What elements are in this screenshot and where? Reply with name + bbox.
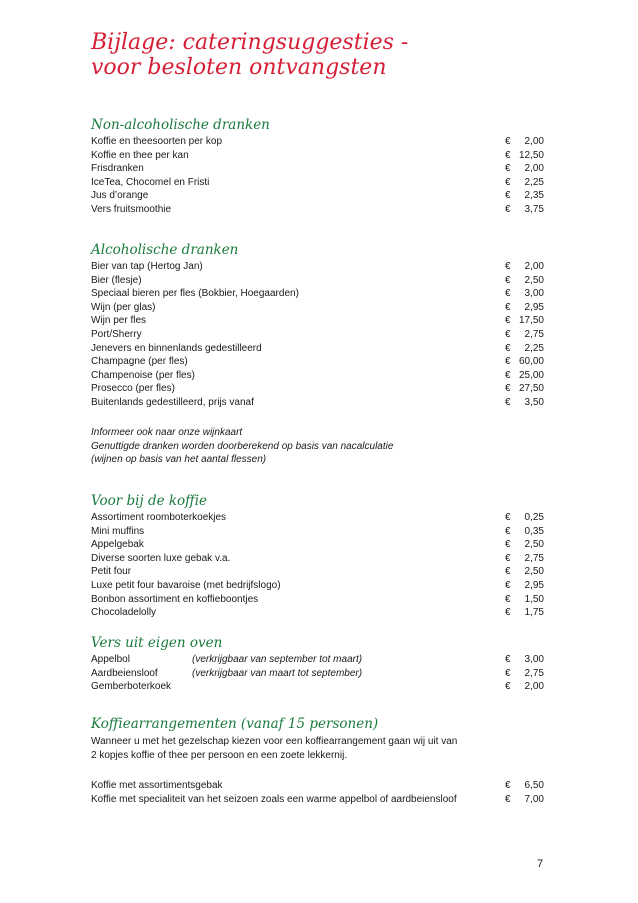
currency-symbol: € — [505, 525, 511, 537]
item-name: Champenoise (per fles) — [91, 369, 195, 381]
item-name: Diverse soorten luxe gebak v.a. — [91, 552, 231, 564]
price-row — [91, 538, 551, 552]
item-name: Bonbon assortiment en koffieboontjes — [91, 593, 259, 605]
currency-symbol: € — [505, 539, 511, 551]
item-name: Buitenlands gedestilleerd, prijs vanaf — [91, 396, 254, 408]
price-row — [91, 189, 551, 203]
item-name: Aardbeiensloof — [91, 667, 158, 679]
note-line: (wijnen op basis van het aantal flessen) — [91, 454, 267, 466]
currency-symbol: € — [505, 203, 511, 215]
item-name: Appelbol — [91, 654, 130, 665]
section-heading-non-alcoholic: Non-alcoholische dranken — [91, 117, 270, 133]
currency-symbol: € — [505, 315, 511, 327]
currency-symbol: € — [505, 163, 511, 175]
item-price: 3,75 — [524, 203, 544, 215]
item-name: Koffie met assortimentsgebak — [91, 780, 223, 791]
price-row — [91, 680, 551, 694]
item-name: Port/Sherry — [91, 328, 142, 340]
item-name: Wijn per fles — [91, 315, 147, 327]
currency-symbol: € — [505, 607, 511, 619]
title-line-1: Bijlage: cateringsuggesties - — [91, 30, 409, 55]
section-heading-oven: Vers uit eigen oven — [91, 635, 223, 651]
price-row — [91, 287, 551, 301]
arrangements-intro — [91, 735, 551, 762]
price-row — [91, 162, 551, 176]
price-row — [91, 511, 551, 525]
currency-symbol: € — [505, 681, 511, 693]
item-price: 3,00 — [524, 654, 544, 665]
price-row — [91, 274, 551, 288]
item-name: IceTea, Chocomel en Fristi — [91, 176, 210, 188]
currency-symbol: € — [505, 356, 511, 368]
item-name: Luxe petit four bavaroise (met bedrijfslogo) — [91, 579, 281, 591]
currency-symbol: € — [505, 579, 511, 591]
currency-symbol: € — [505, 261, 511, 272]
item-name: Champagne (per fles) — [91, 356, 188, 368]
currency-symbol: € — [505, 176, 511, 188]
item-name: Jenevers en binnenlands gedestilleerd — [91, 342, 262, 354]
price-row — [91, 667, 551, 681]
item-price: 25,00 — [518, 369, 544, 381]
title-line-2: voor besloten ontvangsten — [91, 55, 387, 80]
price-row — [91, 606, 551, 620]
price-row — [91, 579, 551, 593]
currency-symbol: € — [505, 369, 511, 381]
price-row — [91, 382, 551, 396]
currency-symbol: € — [505, 301, 511, 313]
item-name: Gemberboterkoek — [91, 681, 172, 693]
page-title — [91, 30, 561, 80]
price-row — [91, 149, 551, 163]
item-price: 3,00 — [524, 288, 544, 300]
item-price: 17,50 — [518, 315, 544, 327]
price-row — [91, 135, 551, 149]
item-price: 2,00 — [524, 163, 544, 175]
item-availability-note: (verkrijgbaar van september tot maart) — [192, 654, 363, 665]
item-name: Koffie met specialiteit van het seizoen zoals een warme appelbol of aardbeiensloof — [91, 793, 457, 805]
item-name: Assortiment roomboterkoekjes — [91, 512, 227, 523]
item-price: 1,75 — [524, 607, 544, 619]
price-list-alcoholic — [91, 260, 551, 410]
item-price: 2,95 — [524, 301, 544, 313]
item-name: Mini muffins — [91, 525, 145, 537]
item-price: 2,75 — [524, 328, 544, 340]
currency-symbol: € — [505, 566, 511, 578]
currency-symbol: € — [505, 328, 511, 340]
item-price: 2,75 — [524, 667, 544, 679]
item-price: 1,50 — [524, 593, 544, 605]
item-name: Jus d’orange — [91, 190, 149, 202]
currency-symbol: € — [505, 274, 511, 286]
item-price: 2,50 — [524, 274, 544, 286]
price-row — [91, 565, 551, 579]
currency-symbol: € — [505, 552, 511, 564]
intro-line: 2 kopjes koffie of thee per persoon en een zoete lekkernij. — [91, 749, 348, 761]
item-price: 2,25 — [524, 176, 544, 188]
item-price: 2,95 — [524, 579, 544, 591]
price-list-coffee-extras — [91, 511, 551, 620]
item-price: 60,00 — [518, 356, 544, 368]
price-row — [91, 369, 551, 383]
price-list-arrangements — [91, 779, 551, 806]
item-price: 12,50 — [518, 149, 544, 161]
price-row — [91, 552, 551, 566]
currency-symbol: € — [505, 780, 511, 791]
currency-symbol: € — [505, 342, 511, 354]
price-row — [91, 779, 551, 793]
currency-symbol: € — [505, 667, 511, 679]
price-row — [91, 593, 551, 607]
currency-symbol: € — [505, 288, 511, 300]
item-price: 2,25 — [524, 342, 544, 354]
item-price: 2,00 — [524, 681, 544, 693]
note-line: Informeer ook naar onze wijnkaart — [91, 427, 243, 438]
alcoholic-notes — [91, 426, 551, 467]
section-heading-arrangements: Koffiearrangementen (vanaf 15 personen) — [91, 716, 379, 732]
item-name: Frisdranken — [91, 163, 144, 175]
currency-symbol: € — [505, 136, 511, 147]
currency-symbol: € — [505, 190, 511, 202]
item-availability-note: (verkrijgbaar van maart tot september) — [192, 667, 363, 679]
currency-symbol: € — [505, 654, 511, 665]
item-name: Koffie en thee per kan — [91, 149, 189, 161]
item-name: Bier van tap (Hertog Jan) — [91, 261, 203, 272]
item-price: 2,00 — [524, 261, 544, 272]
item-price: 7,00 — [524, 793, 544, 805]
item-price: 2,75 — [524, 552, 544, 564]
item-price: 2,50 — [524, 539, 544, 551]
item-price: 6,50 — [524, 780, 544, 791]
currency-symbol: € — [505, 512, 511, 523]
item-name: Chocoladelolly — [91, 607, 157, 619]
item-price: 0,35 — [524, 525, 544, 537]
item-name: Bier (flesje) — [91, 274, 142, 286]
price-row — [91, 793, 551, 807]
price-row — [91, 301, 551, 315]
price-row — [91, 653, 551, 667]
currency-symbol: € — [505, 593, 511, 605]
page-number: 7 — [537, 858, 544, 870]
price-list-non-alcoholic — [91, 135, 551, 217]
item-name: Vers fruitsmoothie — [91, 203, 172, 215]
note-line: Genuttigde dranken worden doorberekend op basis van nacalculatie — [91, 440, 394, 452]
currency-symbol: € — [505, 383, 511, 395]
section-heading-coffee-extras: Voor bij de koffie — [91, 493, 208, 509]
item-price: 3,50 — [524, 396, 544, 408]
item-price: 2,50 — [524, 566, 544, 578]
item-price: 27,50 — [518, 383, 544, 395]
item-name: Speciaal bieren per fles (Bokbier, Hoegaarden) — [91, 288, 299, 300]
price-row — [91, 328, 551, 342]
item-price: 0,25 — [524, 512, 544, 523]
currency-symbol: € — [505, 793, 511, 805]
price-row — [91, 355, 551, 369]
item-name: Appelgebak — [91, 539, 144, 551]
item-price: 2,35 — [524, 190, 544, 202]
currency-symbol: € — [505, 149, 511, 161]
intro-line: Wanneer u met het gezelschap kiezen voor een koffiearrangement gaan wij uit van — [91, 736, 458, 747]
price-row — [91, 260, 551, 274]
price-row — [91, 396, 551, 410]
item-name: Wijn (per glas) — [91, 301, 156, 313]
price-row — [91, 203, 551, 217]
price-row — [91, 342, 551, 356]
item-price: 2,00 — [524, 136, 544, 147]
price-row — [91, 314, 551, 328]
price-row — [91, 525, 551, 539]
price-list-oven — [91, 653, 551, 694]
currency-symbol: € — [505, 396, 511, 408]
item-name: Koffie en theesoorten per kop — [91, 136, 223, 147]
item-name: Petit four — [91, 566, 132, 578]
price-row — [91, 176, 551, 190]
item-name: Prosecco (per fles) — [91, 383, 175, 395]
section-heading-alcoholic: Alcoholische dranken — [91, 242, 239, 258]
